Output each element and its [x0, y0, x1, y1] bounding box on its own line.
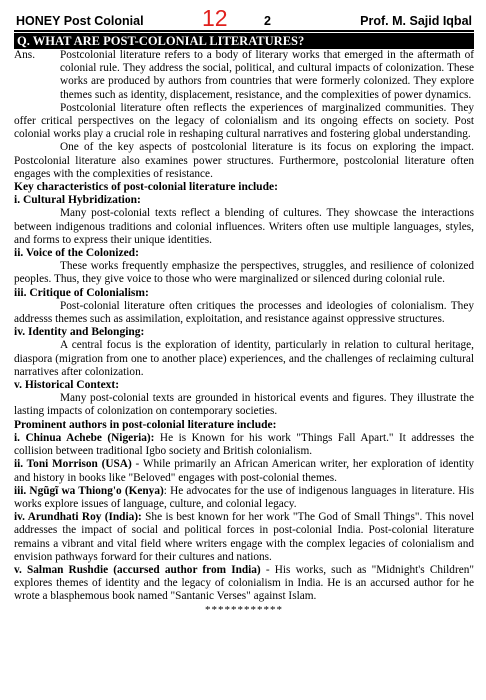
question-heading: Q. WHAT ARE POST-COLONIAL LITERATURES? — [14, 33, 474, 49]
header-section-number: 2 — [264, 14, 271, 28]
characteristic-title: ii. Voice of the Colonized: — [14, 247, 139, 260]
author-name: iv. Arundhati Roy (India): — [14, 511, 142, 524]
characteristics-heading: Key characteristics of post-colonial literature include: — [14, 181, 278, 194]
header-author: Prof. M. Sajid Iqbal — [360, 14, 472, 28]
characteristic-title: i. Cultural Hybridization: — [14, 194, 141, 207]
characteristic-title: iii. Critique of Colonialism: — [14, 286, 149, 299]
end-divider: ************ — [205, 603, 283, 616]
answer-label: Ans. — [14, 49, 36, 61]
author-description: - His works, such as "Midnight's Children" explores themes of identity and the legacy of colonialism in India. He is an accursed author for he wrote a blasphemous book named "Santanic Verses" against Islam. — [14, 563, 474, 603]
author-description: : He advocates for the use of indigenous languages in literature. His works explore issues of language, culture, and colonial legacy. — [14, 484, 474, 510]
characteristic-title: iv. Identity and Belonging: — [14, 326, 145, 339]
author-name: ii. Toni Morrison (USA) — [14, 458, 132, 471]
characteristic-text: Many post-colonial texts reflect a blending of cultures. They showcase the interactions between indigenous traditions and colonial influences. Writers often use multiple languages, styles, and forms to express their unique identities. — [14, 207, 474, 246]
answer-paragraph-1 — [14, 49, 474, 102]
author-name: i. Chinua Achebe (Nigeria): — [14, 431, 155, 444]
answer-paragraph-2: Postcolonial literature often reflects the experiences of marginalized communities. They offer critical perspectives on the legacy of colonialism and its ongoing effects on society. Post colonial works play a crucial role in reshaping cultural narratives and fostering global understanding. — [14, 101, 474, 141]
answer-paragraph-3: One of the key aspects of postcolonial literature is its focus on exploring the impact. Postcolonial literature also examines power structures. Furthermore, postcolonial literature often engages with the complexities of resistance. — [14, 141, 474, 180]
author-name: iii. Ngũgĩ wa Thiong'o (Kenya) — [14, 484, 164, 497]
author-description: - While primarily an African American writer, her exploration of identity and history in books like "Beloved" engages with post-colonial themes. — [14, 458, 474, 484]
author-entry — [14, 511, 474, 564]
paragraph-text: Postcolonial literature refers to a body of literary works that emerged in the aftermath of colonial rule. They address the social, political, and cultural impacts of colonization. These works are produced by authors from countries that were formerly colonized. They explore themes such as identity, displacement, resistance, and the complexities of power dynamics. — [60, 49, 474, 101]
header-page-number: 12 — [202, 5, 228, 31]
author-description: He is Known for his work "Things Fall Apart." It addresses the collision between traditional Igbo society and British colonialism. — [14, 431, 474, 458]
author-description: She is best known for her work "The God of Small Things". This novel addresses the impact of social and political forces in post-colonial India. Post-colonial literature remains a vibrant and vital field where writers engage with the complex legacies of colonialism and envision pathways forward for their cultures and nations. — [14, 511, 474, 563]
author-entry — [14, 485, 474, 511]
authors-heading: Prominent authors in post-colonial literature include: — [14, 418, 277, 431]
header-course-title: HONEY Post Colonial — [16, 14, 144, 28]
characteristic-text: Many post-colonial texts are grounded in historical events and figures. They illustrate the lasting impacts of colonization on contemporary societies. — [14, 392, 474, 418]
author-entry — [14, 564, 474, 604]
characteristic-title: v. Historical Context: — [14, 379, 120, 392]
characteristic-text: These works frequently emphasize the perspectives, struggles, and resilience of colonized peoples. Thus, they give voice to those who were marginalized or silenced during colonial rule. — [14, 260, 474, 286]
author-entry — [14, 458, 474, 484]
page-header — [14, 0, 474, 32]
author-entry — [14, 432, 474, 458]
characteristic-text: Post-colonial literature often critiques the processes and ideologies of colonialism. They addresss themes such as assimilation, exploitation, and resistance against oppressive structures. — [14, 299, 474, 326]
author-name: v. Salman Rushdie (accursed author from India) — [14, 563, 261, 576]
characteristic-text: A central focus is the exploration of identity, particularly in relation to cultural heritage, diaspora (migration from one to another place) experiences, and the challenges of reclaiming cultural narratives after colonization. — [14, 339, 474, 378]
